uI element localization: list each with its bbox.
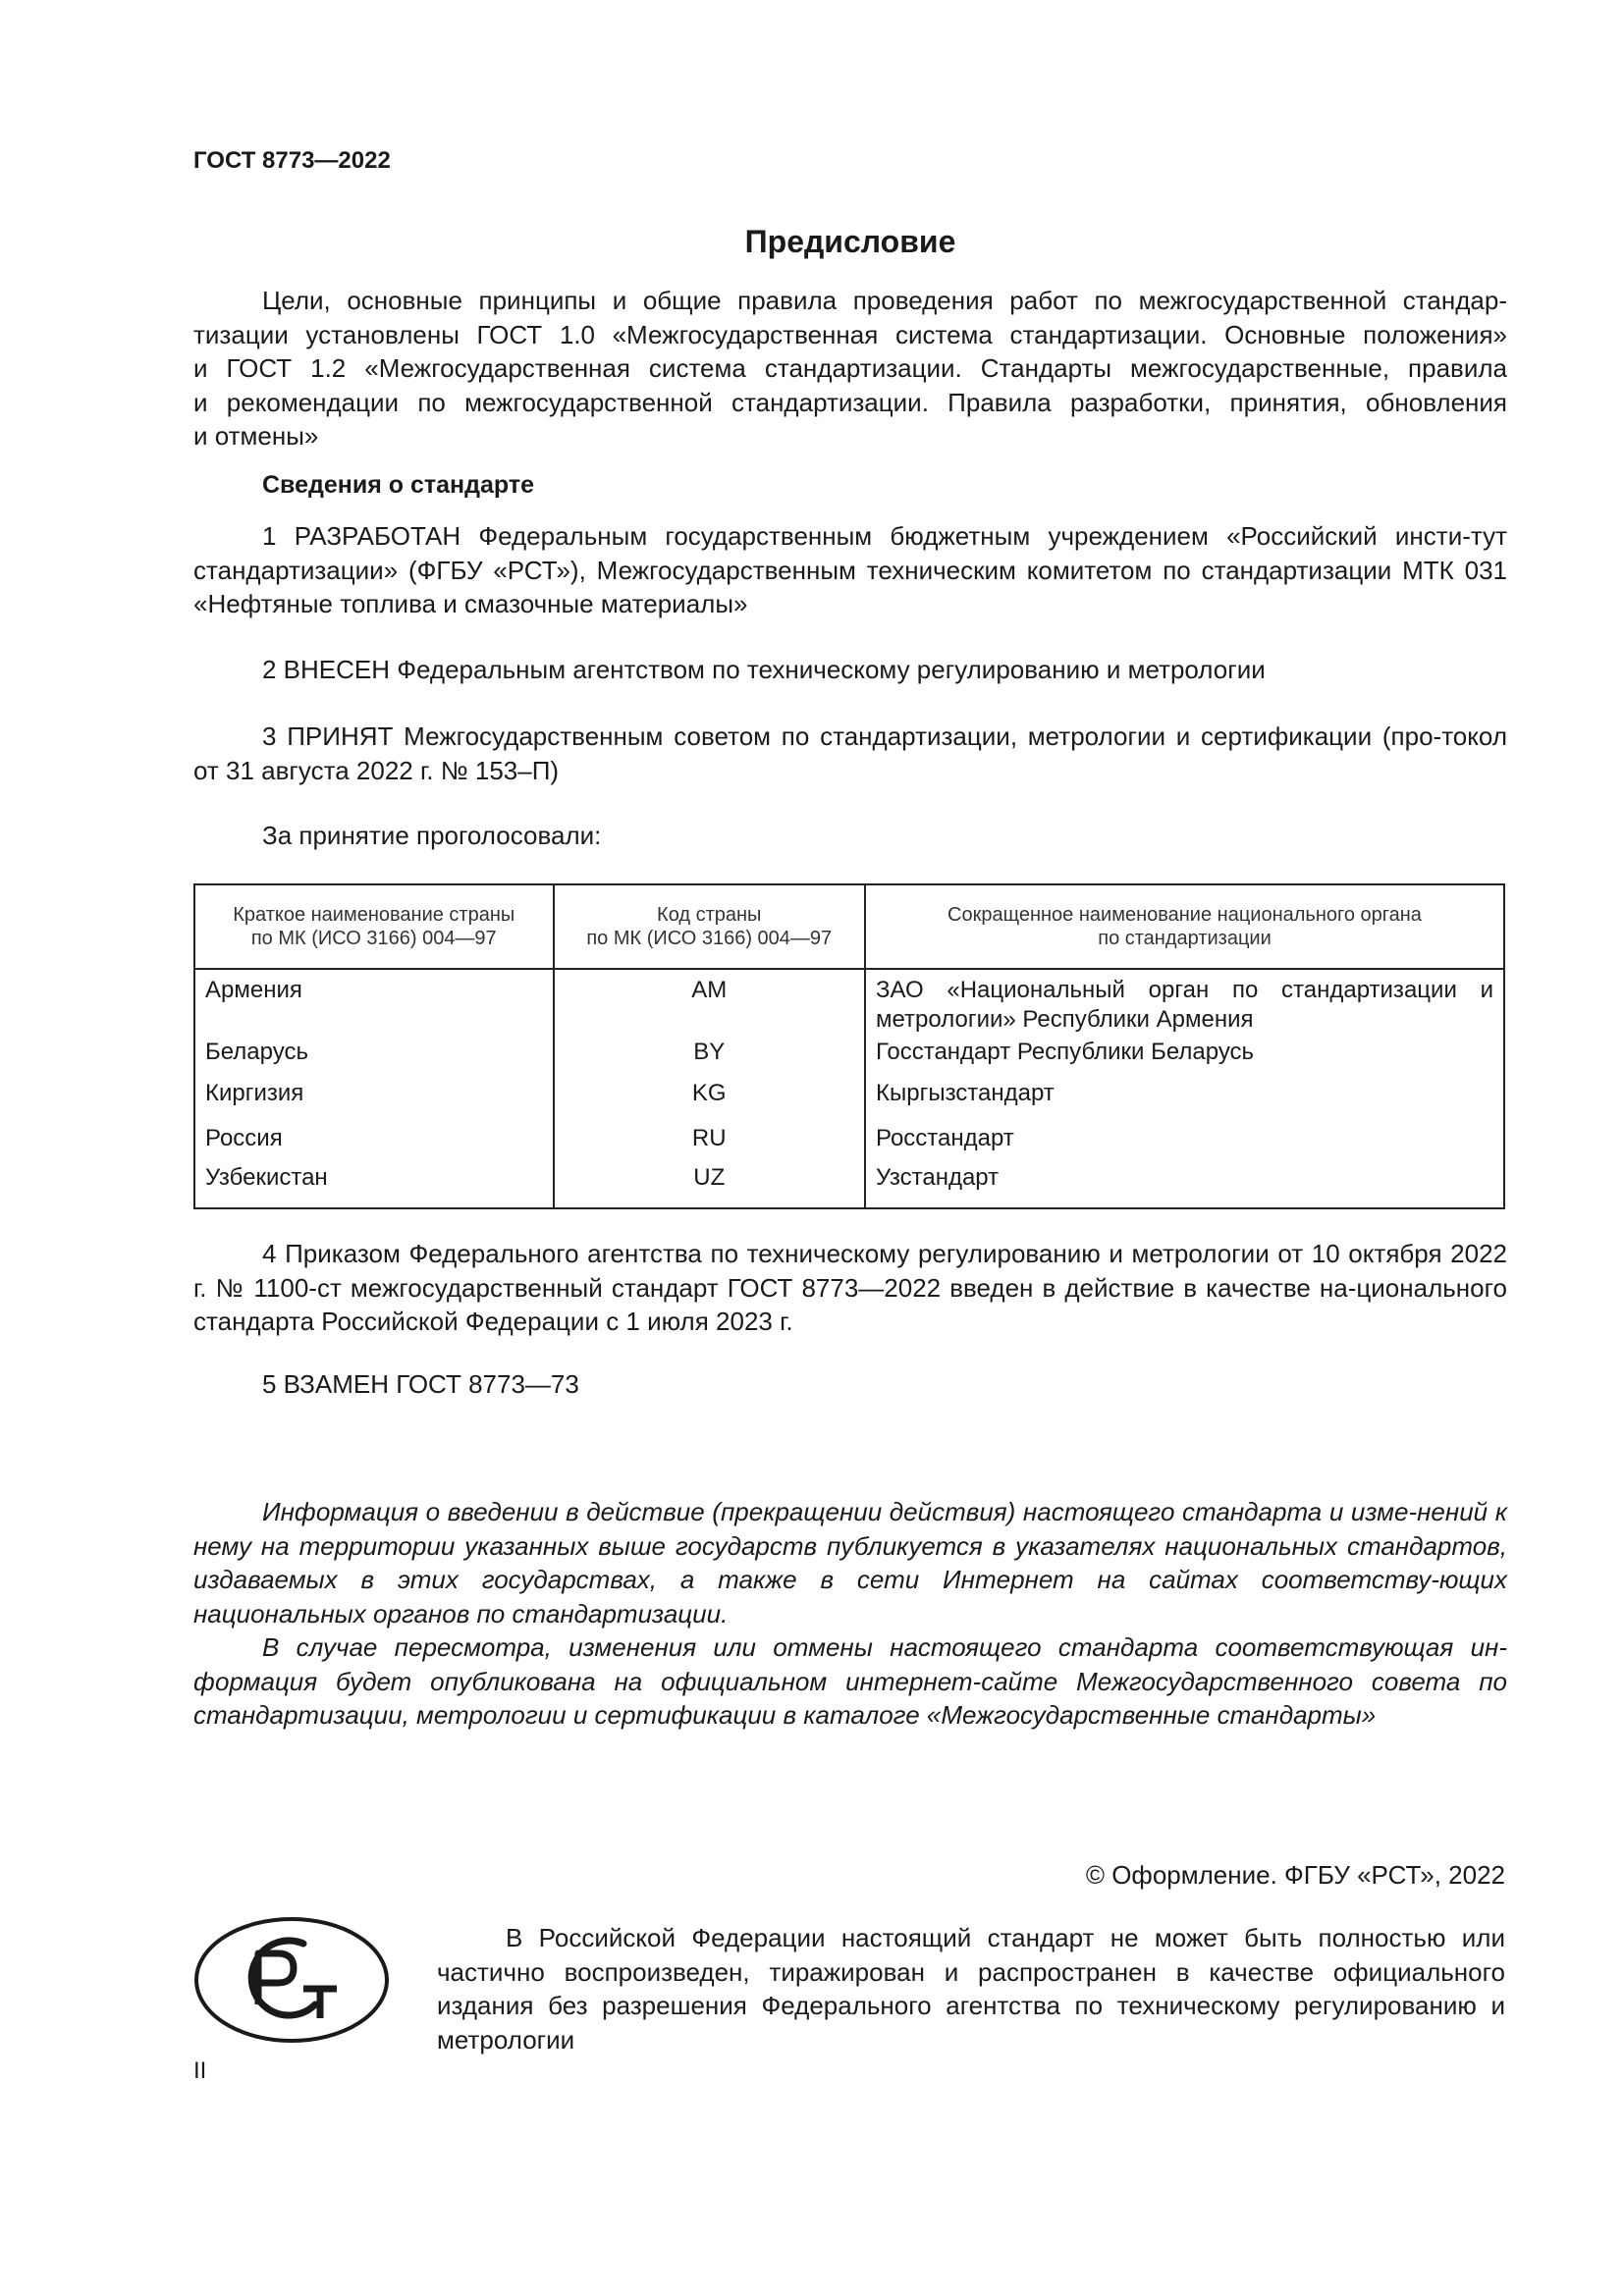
header-line: Код страны (657, 904, 762, 926)
code-cell: BY (554, 1038, 865, 1079)
code-cell: UZ (554, 1163, 865, 1208)
info-paragraph: Информация о введении в действие (прекращении действия) настоящего стандарта и изме-нений к нему на территории указанных выше государств публикуется в указателях национальных стандартов, издаваемых в этих государствах, а также в сети Интернет на сайтах соответству-ющих национальных органов по стандартизации. (193, 1497, 1507, 1629)
page-title: Предисловие (744, 224, 956, 259)
code-cell: AM (554, 969, 865, 1038)
info-paragraph: В случае пересмотра, изменения или отмены настоящего стандарта соответствующая ин-формация будет опубликована на официальном интернет-сайте Межгосударственного совета по стандартизации, метрологии и сертификации в каталоге «Межгосударственные стандарты» (193, 1632, 1507, 1730)
item-submitted: 2 ВНЕСЕН Федеральным агентством по техническому регулированию и метрологии (262, 655, 1266, 684)
body-cell: Узстандарт (875, 1164, 1000, 1191)
voted-label: За принятие проголосовали: (262, 821, 602, 850)
intro-line: и ГОСТ 1.2 «Межгосударственная система стандартизации. Стандарты межгосударственные, правила (193, 353, 1507, 383)
item-replaces: 5 ВЗАМЕН ГОСТ 8773—73 (262, 1369, 579, 1399)
country-cell: Россия (194, 1124, 554, 1163)
item-enacted: 4 Приказом Федерального агентства по техническому регулированию и метрологии от 10 октября 2022 г. № 1100-ст межгосударственный стандарт ГОСТ 8773—2022 введен в действие в качестве на-ционального стандарта Российской Федерации с 1 июля 2023 г. (193, 1239, 1507, 1336)
body-cell (865, 969, 1504, 1038)
item-developed: 1 РАЗРАБОТАН Федеральным государственным бюджетным учреждением «Российский инсти-тут стандартизации» (ФГБУ «РСТ»), Межгосударственным техническим комитетом по стандартизации МТК 031 «Нефтяные топлива и смазочные материалы» (193, 521, 1507, 618)
column-header-body (865, 884, 1504, 969)
table-header-row (194, 884, 1504, 969)
country-cell: Киргизия (194, 1079, 554, 1124)
body-cell: Госстандарт Республики Беларусь (875, 1039, 1255, 1065)
country-cell: Узбекистан (194, 1163, 554, 1208)
info-notice (193, 1495, 1507, 1733)
column-header-code (554, 884, 865, 969)
table-row (194, 1038, 1504, 1079)
reproduction-notice: В Российской Федерации настоящий стандарт не может быть полностью или частично воспроизведен, тиражирован и распространен в качестве официального издания без разрешения Федерального агентства по техническому регулированию и метрологии (437, 1923, 1505, 2055)
header-line: по стандартизации (1098, 928, 1272, 949)
intro-line: и отмены» (193, 421, 319, 451)
page-number: II (193, 2057, 207, 2084)
copyright-notice: © Оформление. ФГБУ «РСТ», 2022 (1085, 1860, 1505, 1890)
code-cell: KG (554, 1079, 865, 1124)
country-cell: Армения (194, 969, 554, 1038)
table-row (194, 969, 1504, 1038)
table-row (194, 1079, 1504, 1124)
column-header-country (194, 884, 554, 969)
item-adopted: 3 ПРИНЯТ Межгосударственным советом по стандартизации, метрологии и сертификации (про-токол от 31 августа 2022 г. № 153–П) (193, 721, 1507, 785)
header-line: по МК (ИСО 3166) 004—97 (250, 928, 497, 949)
header-line: Краткое наименование страны (233, 904, 515, 926)
intro-line: и рекомендации по межгосударственной стандартизации. Правила разработки, принятия, обновления (193, 387, 1507, 417)
intro-line: Цели, основные принципы и общие правила проведения работ по межгосударственной стандар- (262, 286, 1507, 315)
body-line: метрологии» Республики Армения (875, 1006, 1254, 1033)
code-cell: RU (554, 1124, 865, 1163)
section-heading: Сведения о стандарте (262, 471, 535, 499)
table-row (194, 1163, 1504, 1208)
header-line: Сокращенное наименование национального органа (947, 904, 1422, 926)
voting-table (193, 883, 1505, 1209)
table-row (194, 1124, 1504, 1163)
body-line: ЗАО «Национальный орган по стандартизации и (875, 977, 1493, 1003)
intro-paragraph (193, 284, 1507, 454)
body-cell: Росстандарт (875, 1125, 1014, 1151)
rst-logo-icon (193, 1916, 390, 2044)
header-line: по МК (ИСО 3166) 004—97 (586, 928, 833, 949)
document-code-header: ГОСТ 8773—2022 (193, 147, 391, 174)
country-cell: Беларусь (194, 1038, 554, 1079)
body-cell: Кыргызстандарт (875, 1080, 1055, 1106)
intro-line: тизации установлены ГОСТ 1.0 «Межгосударственная система стандартизации. Основные положения» (193, 319, 1507, 349)
